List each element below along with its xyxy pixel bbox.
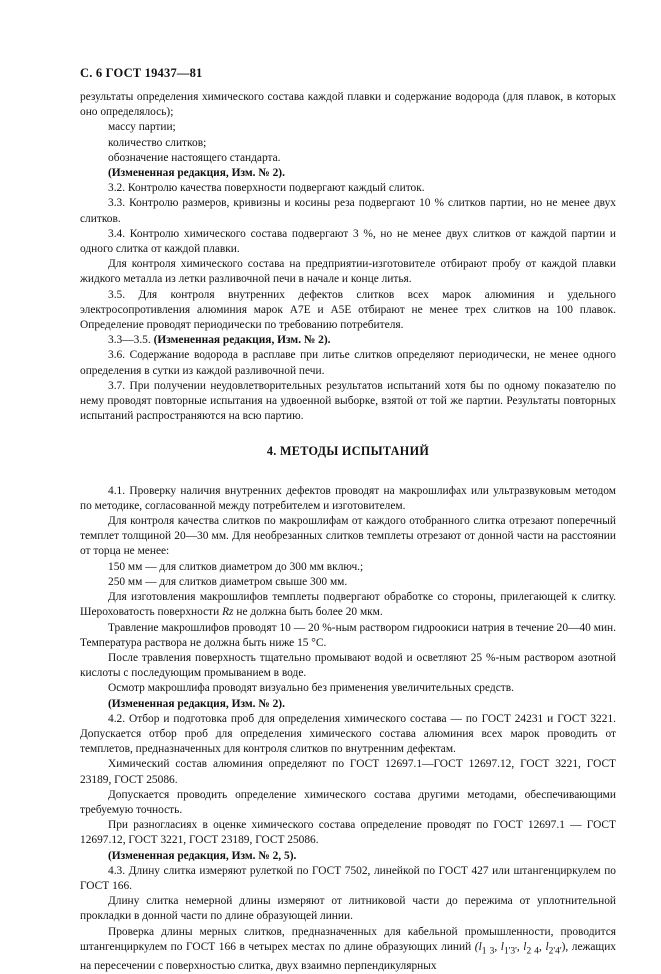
subscript: 2'4': [548, 946, 562, 957]
text-run: Для изготовления макрошлифов темплеты подвергают обработке со стороны, прилегающей к слитку. Шероховатость поверхности: [80, 591, 616, 619]
line-symbol: , l: [516, 940, 527, 953]
list-item: массу партии;: [108, 121, 176, 134]
line-symbol: (l: [474, 940, 482, 953]
roughness-symbol: Rz: [222, 606, 234, 619]
paragraph: Допускается проводить определение химического состава другими методами, обеспечивающими требуемую точность.: [80, 788, 616, 816]
paragraph: 3.3. Контролю размеров, кривизны и косины реза подвергают 10 % слитков партии, но не менее двух слитков.: [80, 197, 616, 225]
paragraph: результаты определения химического состава каждой плавки и содержание водорода (для плавок, в которых оно определялось);: [80, 91, 616, 119]
paragraph: Травление макрошлифов проводят 10 — 20 %-ным раствором гидроокиси натрия в течение 20—40 мин. Температура раствора не должна быть ниже 15 °С.: [80, 621, 616, 649]
document-body: [80, 90, 616, 974]
list-item: обозначение настоящего стандарта.: [108, 151, 281, 164]
section-title: 4. МЕТОДЫ ИСПЫТАНИЙ: [266, 444, 430, 459]
paragraph: Осмотр макрошлифа проводят визуально без применения увеличительных средств.: [108, 682, 514, 695]
formula: [474, 940, 562, 957]
subscript: 1 3: [481, 946, 495, 957]
text-run: не должна быть более 20 мкм.: [236, 606, 383, 619]
paragraph: Для контроля качества слитков по макрошлифам от каждого отобранного слитка отрезают поперечный темплет толщиной 20—30 мм. Для необрезанных слитков темплеты отрезают от донной части на расстоянии от торца не менее:: [80, 515, 616, 558]
paragraph: [80, 590, 616, 620]
line-symbol: , l: [539, 940, 549, 953]
paragraph: 4.2. Отбор и подготовка проб для определения химического состава — по ГОСТ 24231 и ГОСТ 3221. Допускается отбор проб для определения химического состава алюминия всех марок проводить от темплетов, предназначенных для контроля слитков по внутренним дефектам.: [80, 712, 616, 756]
amendment-note: (Измененная редакция, Изм. № 2).: [108, 167, 285, 180]
list-item: 250 мм — для слитков диаметром свыше 300 мм.: [108, 575, 348, 588]
subscript: 2 4: [526, 946, 540, 957]
paragraph: После травления поверхность тщательно промывают водой и осветляют 25 %-ным раствором азотной кислоты с последующим промыванием в воде.: [80, 651, 616, 680]
amendment-note: (Измененная редакция, Изм. № 2, 5).: [108, 849, 297, 862]
page-header: С. 6 ГОСТ 19437—81: [80, 66, 203, 80]
paragraph: 4.1. Проверку наличия внутренних дефектов проводят на макрошлифах или ультразвуковым методом по методике, согласованной между потребителем и изготовителем.: [80, 484, 616, 512]
paragraph: При разногласиях в оценке химического состава определение проводят по ГОСТ 12697.1 — ГОСТ 12697.12, ГОСТ 3221, ГОСТ 23189, ГОСТ 25086.: [80, 819, 616, 847]
paragraph: 3.6. Содержание водорода в расплаве при литье слитков определяют периодически, не менее одного определения в сутки из каждой разливочной печи.: [80, 349, 616, 377]
subscript: 1'3': [503, 946, 517, 957]
list-item: 150 мм — для слитков диаметром до 300 мм включ.;: [108, 560, 364, 573]
amendment-note: (Измененная редакция, Изм. № 2).: [108, 697, 285, 710]
paragraph: 3.4. Контролю химического состава подвергают 3 %, но не менее двух слитков от каждой партии и одного слитка от каждой плавки.: [80, 227, 616, 256]
list-item: количество слитков;: [108, 136, 207, 149]
clause-range: 3.3—3.5.: [108, 334, 151, 347]
paragraph: Химический состав алюминия определяют по ГОСТ 12697.1—ГОСТ 12697.12, ГОСТ 3221, ГОСТ 23189, ГОСТ 25086.: [80, 758, 616, 786]
paragraph: 4.3. Длину слитка измеряют рулеткой по ГОСТ 7502, линейкой по ГОСТ 427 или штангенциркулем по ГОСТ 166.: [80, 864, 616, 892]
paragraph: 3.2. Контролю качества поверхности подвергают каждый слиток.: [108, 182, 425, 195]
paragraph: 3.5. Для контроля внутренних дефектов слитков всех марок алюминия и удельного электросопротивления алюминия марок А7Е и А5Е отбирают не менее трех слитков на 100 плавок. Определение проводят периодически по требованию потребителя.: [80, 288, 616, 332]
text-run: ), лежащих на пересечении с поверхностью слитка, двух взаимно перпендикулярных: [80, 940, 616, 973]
paragraph: Длину слитка немерной длины измеряют от литниковой части до пережима от уплотнительной прокладки в донной части по длине образующей линии.: [80, 895, 616, 923]
line-symbol: , l: [494, 940, 504, 953]
paragraph: 3.7. При получении неудовлетворительных результатов испытаний хотя бы по одному показателю по нему проводят повторные испытания на удвоенной выборке, взятой от той же партии. Результаты повторных испытаний распространяются на всю партию.: [80, 379, 616, 423]
amendment-note: (Измененная редакция, Изм. № 2).: [153, 334, 331, 347]
paragraph: [80, 925, 616, 974]
text-run: Проверка длины мерных слитков, предназначенных для кабельной промышленности, проводится штангенциркулем по ГОСТ 166 в четырех местах по длине образующих линий: [80, 925, 616, 953]
paragraph: Для контроля химического состава на предприятии-изготовителе отбирают пробу от каждой плавки жидкого металла из летки разливочной печи в начале и конце литья.: [80, 258, 616, 286]
amendment-note-line: [80, 333, 616, 348]
